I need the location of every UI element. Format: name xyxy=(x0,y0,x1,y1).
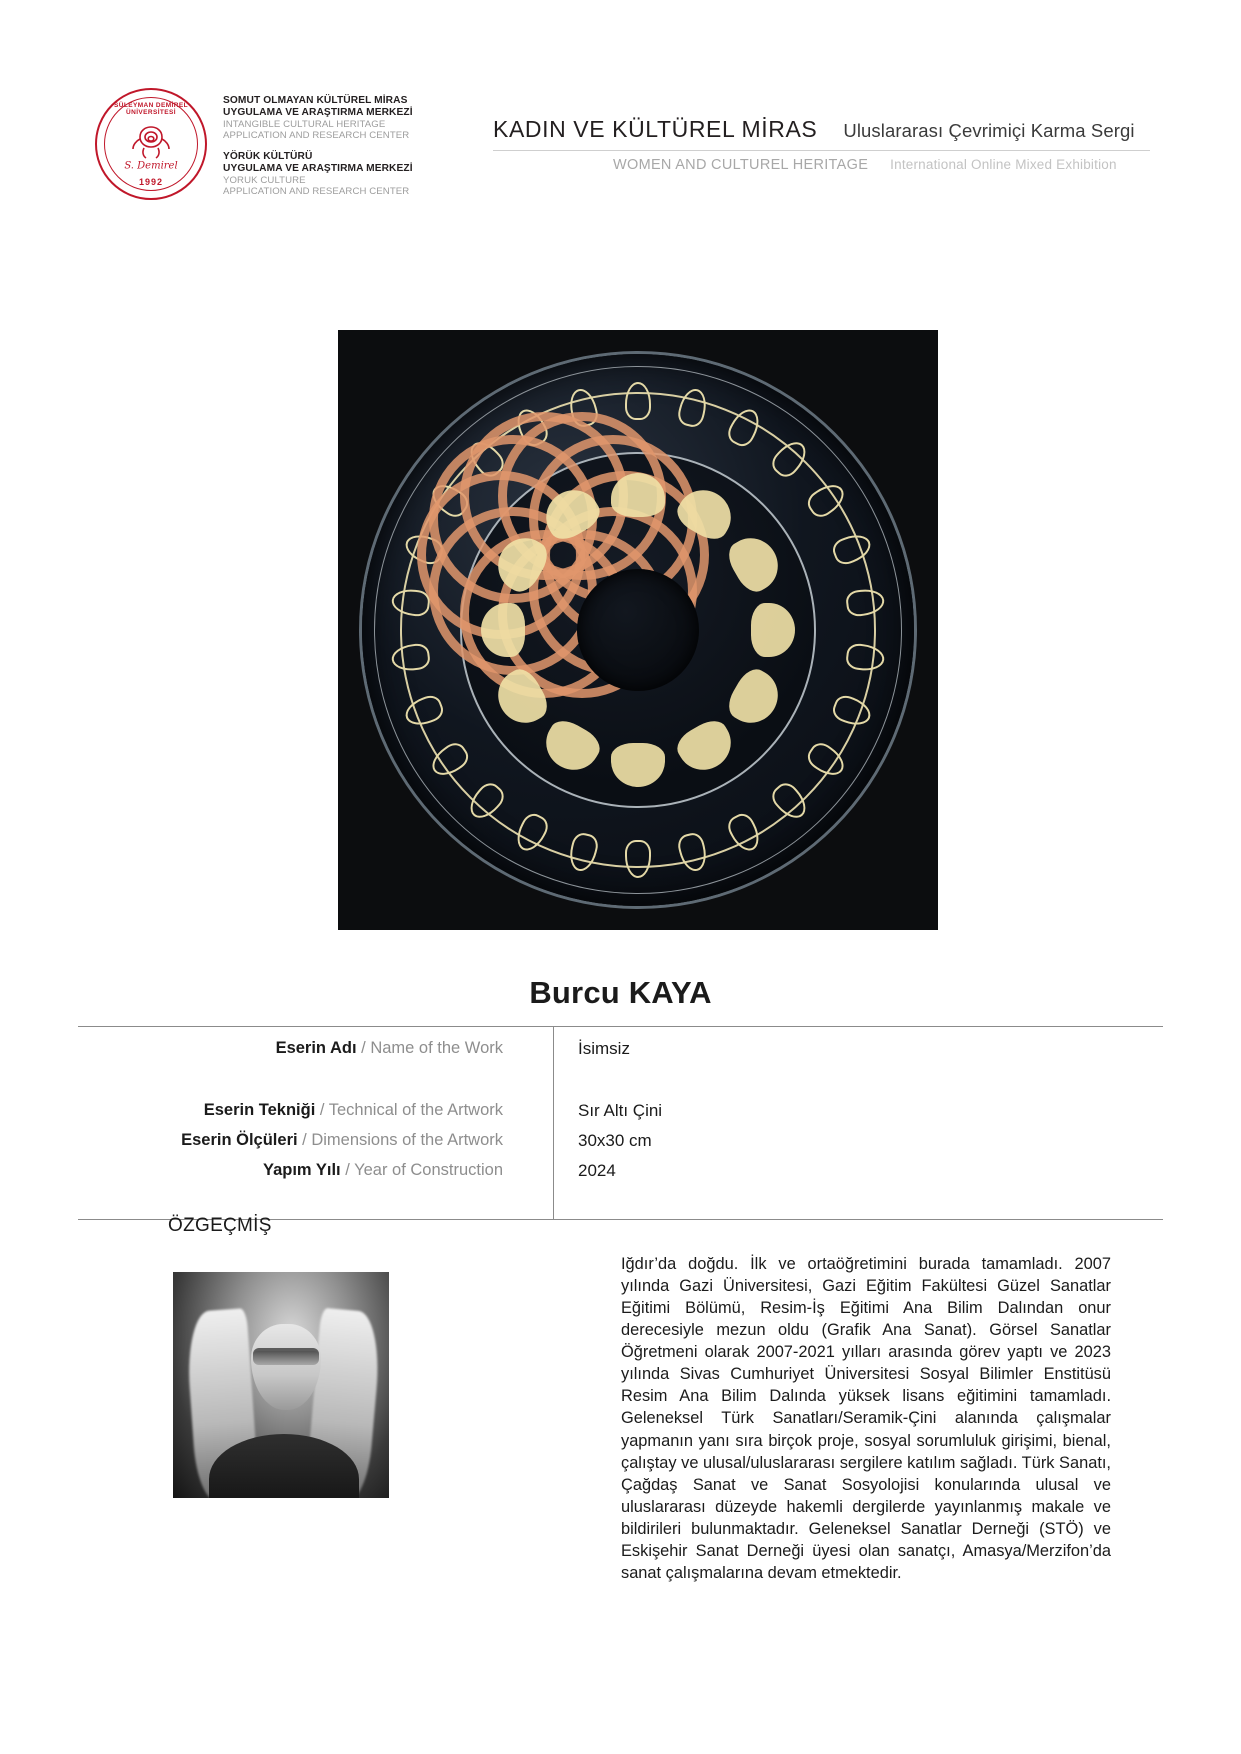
logo-signature: S. Demirel xyxy=(124,160,178,172)
knot-blob xyxy=(536,714,605,779)
center-2-tr-line2: UYGULAMA VE ARAŞTIRMA MERKEZİ xyxy=(223,162,413,174)
info-value-technique: Sır Altı Çini xyxy=(578,1101,663,1120)
bio-heading: ÖZGEÇMİŞ xyxy=(168,1215,272,1236)
artist-portrait xyxy=(173,1272,389,1498)
artist-name: Burcu KAYA xyxy=(529,975,712,1010)
artwork-info-table xyxy=(78,1026,1163,1220)
portrait-glasses xyxy=(253,1348,319,1365)
document-header xyxy=(95,88,1150,213)
info-spacer xyxy=(78,1069,1163,1101)
plate-motif xyxy=(625,382,651,422)
knot-blob xyxy=(671,714,740,779)
table-row xyxy=(78,1161,1163,1191)
info-label-tr: Yapım Yılı xyxy=(262,1161,341,1179)
table-row xyxy=(78,1101,1163,1131)
center-names xyxy=(223,95,493,197)
info-label-en: / Year of Construction xyxy=(345,1161,503,1179)
center-1-tr-line1: SOMUT OLMAYAN KÜLTÜREL MİRAS xyxy=(223,95,408,106)
table-row xyxy=(78,1131,1163,1161)
ceramic-plate xyxy=(362,354,914,906)
plate-motif xyxy=(843,642,886,673)
table-row xyxy=(78,1039,1163,1069)
knot-blob xyxy=(481,603,525,657)
logo-ring-top-text: SÜLEYMAN DEMİREL ÜNİVERSİTESİ xyxy=(114,102,188,116)
info-value-year: 2024 xyxy=(578,1161,616,1180)
exhibition-subtitle-en: International Online Mixed Exhibition xyxy=(890,157,1117,172)
knot-blob xyxy=(722,663,787,732)
info-value-name: İsimsiz xyxy=(578,1039,630,1058)
center-1-tr-line2: UYGULAMA VE ARAŞTIRMA MERKEZİ xyxy=(223,107,413,119)
center-2-en-line1: YORUK CULTURE xyxy=(223,174,306,186)
rose-icon xyxy=(128,121,174,161)
knot-blob xyxy=(611,743,665,787)
artwork-image xyxy=(338,330,938,930)
interlace-knot-pattern xyxy=(473,465,803,795)
plate-motif xyxy=(390,642,433,673)
center-1-en-line2: APPLICATION AND RESEARCH CENTER xyxy=(223,130,410,142)
knot-blob xyxy=(611,473,665,517)
info-label-en: / Dimensions of the Artwork xyxy=(302,1131,503,1149)
info-label-name xyxy=(78,1039,528,1058)
portrait-face xyxy=(251,1324,321,1410)
knot-blob xyxy=(722,528,787,597)
knot-blob xyxy=(751,603,795,657)
info-label-en: / Technical of the Artwork xyxy=(319,1101,503,1119)
logo-year: 1992 xyxy=(138,177,164,187)
info-label-tr: Eserin Adı xyxy=(275,1039,357,1057)
center-1-en-line1: INTANGIBLE CULTURAL HERITAGE xyxy=(223,119,386,131)
center-2-en-line2: APPLICATION AND RESEARCH CENTER xyxy=(223,186,410,198)
info-label-tr: Eserin Tekniği xyxy=(203,1101,316,1119)
exhibition-title-tr: KADIN VE KÜLTÜREL MİRAS xyxy=(493,116,818,142)
plate-center xyxy=(577,569,699,691)
info-label-en: / Name of the Work xyxy=(361,1039,503,1057)
exhibition-title-block xyxy=(493,116,1150,173)
info-label-dimensions xyxy=(78,1131,528,1150)
info-value-dimensions: 30x30 cm xyxy=(578,1131,652,1150)
plate-inner-ring xyxy=(460,452,816,808)
bio-text: Iğdır’da doğdu. İlk ve ortaöğretimini burada tamamladı. 2007 yılında Gazi Üniversitesi, Gazi Eğitim Fakültesi Güzel Sanatlar Eğitimi Bölümü, Resim-İş Eğitimi Ana Bilim Dalından onur derecesiyle mezun oldu (Grafik Ana Sanat). Görsel Sanatlar Öğretmeni olarak 2007-2021 yılları arasında görev yaptı ve 2023 yılında Sivas Cumhuriyet Üniversitesi Sosyal Bilimler Enstitüsü Resim Ana Bilim Dalında yüksek lisans eğitimini tamamladı. Geleneksel Türk Sanatları/Seramik-Çini alanında çalışmalar yapmanın yanı sıra birçok proje, sosyal sorumluluk girişimi, bienal, çalıştay ve ulusal/uluslararası sergilere katılım sağladı. Türk Sanatı, Çağdaş Sanat ve Sanat Sosyolojisi konularında ulusal ve uluslararası düzeyde hakemli dergilerde yayınlanmış makale ve bildirileri bulunmaktadır. Geleneksel Sanatlar Derneği (STÖ) ve Eskişehir Sanat Derneği üyesi olan sanatçı, Amasya/Merzifon’da sanat çalışmalarına devam etmektedir. xyxy=(621,1255,1111,1582)
exhibition-title-en: WOMEN AND CULTUREL HERITAGE xyxy=(613,157,869,173)
info-label-year xyxy=(78,1161,528,1180)
exhibition-subtitle-tr: Uluslararası Çevrimiçi Karma Sergi xyxy=(843,120,1135,141)
title-divider xyxy=(493,150,1150,151)
center-2-tr-line1: YÖRÜK KÜLTÜRÜ xyxy=(223,150,313,162)
university-logo xyxy=(95,88,207,200)
info-label-technique xyxy=(78,1101,528,1120)
plate-motif xyxy=(843,587,886,618)
info-label-tr: Eserin Ölçüleri xyxy=(181,1131,298,1149)
plate-motif xyxy=(625,838,651,878)
